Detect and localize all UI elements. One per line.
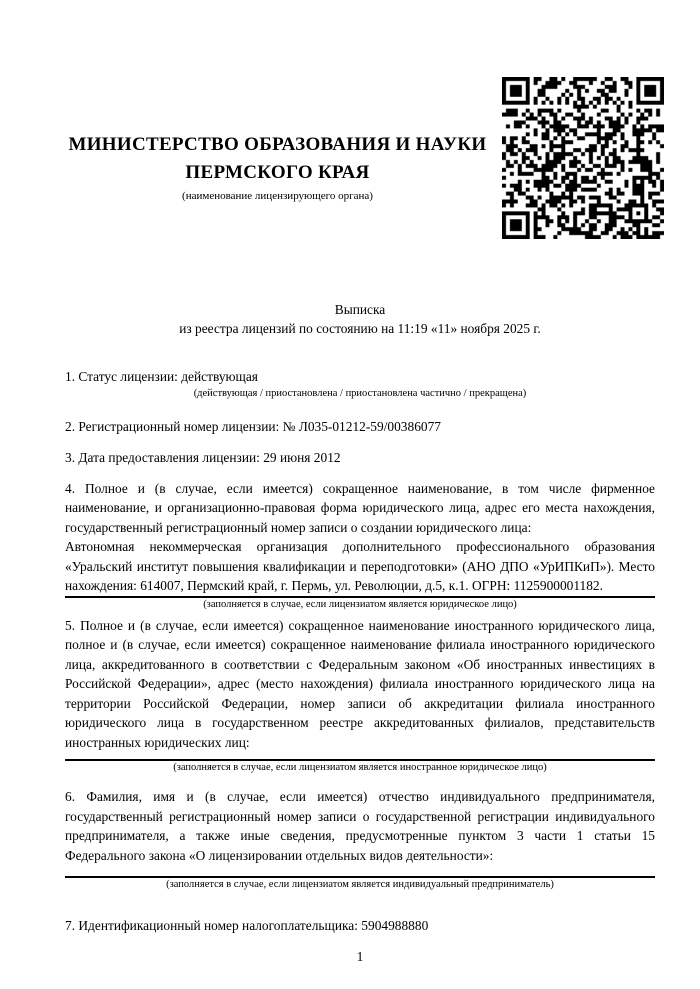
license-status-text: 1. Статус лицензии: действующая [65, 369, 258, 384]
issuing-authority-name-line2: ПЕРМСКОГО КРАЯ [185, 162, 370, 183]
legal-entity-label: 4. Полное и (в случае, если имеется) сокращенное наименование, в том числе фирменное наименование, и организационно-правовая форма юридического лица, адрес его места нахождения, государственный регистрационный номер записи о создании юридического лица: [65, 480, 655, 535]
document-title-line1: Выписка [334, 302, 386, 317]
foreign-entity-caption: (заполняется в случае, если лицензиатом является иностранное юридическое лицо) [173, 762, 547, 773]
entrepreneur-caption: (заполняется в случае, если лицензиатом является индивидуальный предприниматель) [166, 879, 554, 890]
legal-entity-caption: (заполняется в случае, если лицензиатом является юридическое лицо) [203, 598, 517, 610]
license-status-options-caption: (действующая / приостановлена / приостановлена частично / прекращена) [193, 387, 527, 399]
issuing-authority-caption: (наименование лицензирующего органа) [182, 190, 373, 202]
document-title-line2: из реестра лицензий по состоянию на 11:19 «11» ноября 2025 г. [179, 321, 541, 336]
taxpayer-inn-text: 7. Идентификационный номер налогоплательщика: 5904988880 [65, 918, 429, 933]
issuing-authority-name-line1: МИНИСТЕРСТВО ОБРАЗОВАНИЯ И НАУКИ [68, 134, 487, 155]
registration-number-text: 2. Регистрационный номер лицензии: № Л035-01212-59/00386077 [65, 418, 441, 434]
qr-code [502, 77, 664, 239]
document-header [65, 131, 490, 203]
document-content [0, 131, 700, 966]
section-foreign-entity [65, 616, 655, 776]
entrepreneur-label: 6. Фамилия, имя и (в случае, если имеется) отчество индивидуального предпринимателя, государственный регистрационный номер записи о государственной регистрации индивидуального предпринимателя, а также иные сведения, предусмотренные пунктом 3 части 1 статьи 15 Федерального закона «О лицензировании отдельных видов деятельности»: [65, 789, 655, 863]
foreign-entity-label: 5. Полное и (в случае, если имеется) сокращенное наименование иностранного юридического лица, полное и (в случае, если имеется) сокращенное наименование филиала иностранного юридического лица, аккредитованного в соответствии с Федеральным законом «Об иностранных инвестициях в Российской Федерации», адрес (место нахождения) филиала иностранного юридического лица на территории Российской Федерации, номер записи об аккредитации филиала иностранного юридического лица в государственном реестре аккредитованных филиалов, представительств иностранных юридических лиц: [65, 617, 655, 750]
document-title [65, 300, 655, 338]
section-grant-date [65, 448, 655, 468]
section-registration-number [65, 417, 655, 437]
section-legal-entity [65, 479, 655, 612]
entrepreneur-empty-field [65, 865, 655, 876]
page-number: 1 [356, 948, 364, 964]
grant-date-text: 3. Дата предоставления лицензии: 29 июня 2012 [65, 450, 341, 465]
section-license-status [65, 367, 655, 401]
foreign-entity-empty-field [65, 752, 655, 759]
section-entrepreneur [65, 787, 655, 892]
section-taxpayer-inn [65, 916, 655, 936]
legal-entity-value: Автономная некоммерческая организация дополнительного профессионального образования «Уральский институт повышения квалификации и переподготовки» (АНО ДПО «УрИПКиП»). Место нахождения: 614007, Пермский край, г. Пермь, ул. Революции, д.5, к.1. ОГРН: 1125900001182. [65, 539, 655, 593]
